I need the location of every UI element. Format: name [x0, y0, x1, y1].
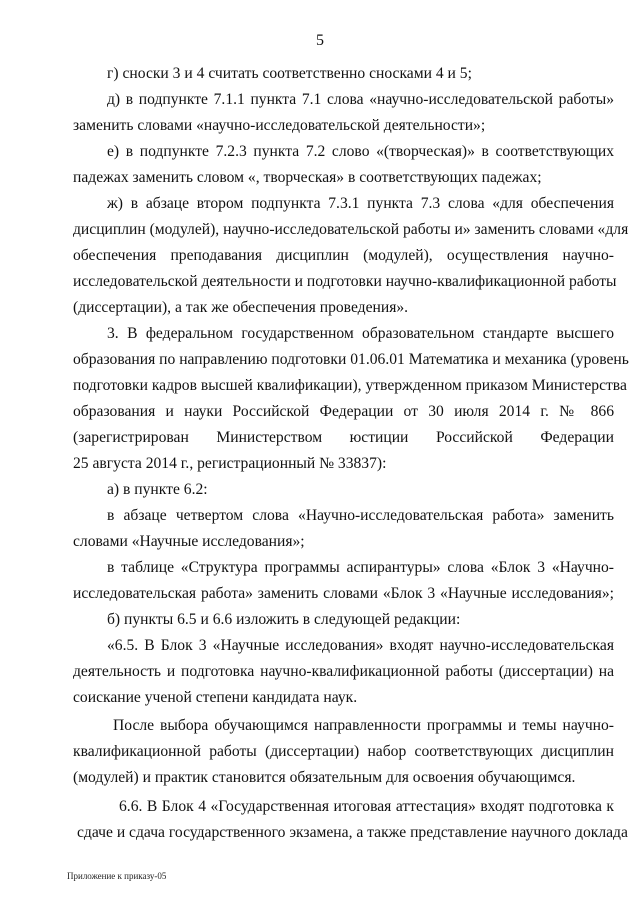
text-line: квалификационной работы (диссертации) набор соответствующих дисциплин: [73, 743, 614, 760]
text-line: исследовательской деятельности и подготовки научно-квалификационной работы: [73, 273, 617, 290]
text-line: 3. В федеральном государственном образовательном стандарте высшего: [107, 325, 614, 342]
text-line: в абзаце четвертом слова «Научно-исследовательская работа» заменить: [107, 507, 614, 524]
text-line: в таблице «Структура программы аспирантуры» слова «Блок 3 «Научно-: [107, 559, 614, 576]
text-line: После выбора обучающимся направленности программы и темы научно-: [113, 717, 614, 734]
text-line: (зарегистрирован Министерством юстиции Российской Федерации: [73, 429, 614, 446]
text-line: д) в подпункте 7.1.1 пункта 7.1 слова «научно-исследовательской работы»: [107, 91, 614, 108]
text-line: заменить словами «научно-исследовательской деятельности»;: [73, 117, 486, 134]
text-line: обеспечения преподавания дисциплин (модулей), осуществления научно-: [73, 247, 614, 264]
text-line: (диссертации), а так же обеспечения проведения».: [73, 299, 409, 316]
text-line: сдаче и сдача государственного экзамена, а также представление научного доклада: [77, 824, 628, 841]
text-line: а) в пункте 6.2:: [107, 481, 208, 498]
text-line: образования по направлению подготовки 01.06.01 Математика и механика (уровень: [73, 351, 629, 368]
text-line: «6.5. В Блок 3 «Научные исследования» входят научно-исследовательская: [107, 637, 614, 654]
text-line: падежах заменить словом «, творческая» в соответствующих падежах;: [73, 169, 542, 186]
text-line: соискание ученой степени кандидата наук.: [73, 689, 358, 706]
text-line: 25 августа 2014 г., регистрационный № 33837):: [73, 455, 387, 472]
footer-note: Приложение к приказу-05: [67, 871, 167, 881]
text-line: 6.6. В Блок 4 «Государственная итоговая аттестация» входят подготовка к: [119, 798, 614, 815]
text-line: подготовки кадров высшей квалификации), утвержденном приказом Министерства: [73, 377, 627, 394]
text-line: исследовательская работа» заменить словами «Блок 3 «Научные исследования»;: [73, 585, 614, 602]
text-line: ж) в абзаце втором подпункта 7.3.1 пункта 7.3 слова «для обеспечения: [107, 195, 614, 212]
page-number: 5: [316, 32, 324, 49]
text-line: е) в подпункте 7.2.3 пункта 7.2 слово «(творческая)» в соответствующих: [107, 143, 614, 160]
text-line: дисциплин (модулей), научно-исследовательской работы и» заменить словами «для: [73, 221, 629, 238]
text-line: словами «Научные исследования»;: [73, 533, 305, 550]
text-line: (модулей) и практик становится обязательным для освоения обучающимся.: [73, 769, 576, 786]
text-line: образования и науки Российской Федерации от 30 июля 2014 г. № 866: [73, 403, 614, 420]
text-line: б) пункты 6.5 и 6.6 изложить в следующей редакции:: [107, 611, 461, 628]
text-line: г) сноски 3 и 4 считать соответственно сносками 4 и 5;: [107, 65, 472, 82]
text-line: деятельность и подготовка научно-квалификационной работы (диссертации) на: [73, 663, 614, 680]
